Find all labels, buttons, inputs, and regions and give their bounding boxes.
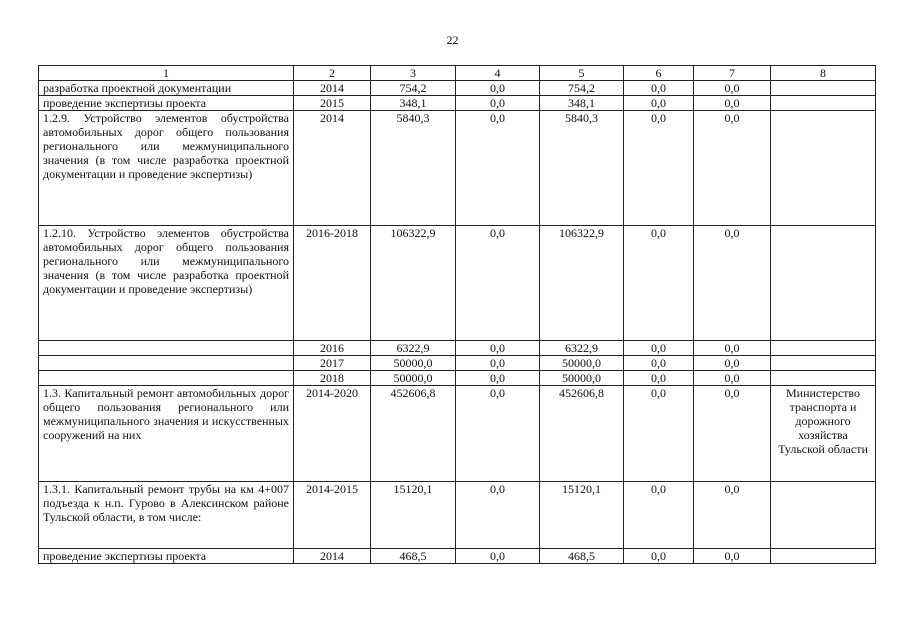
value-cell: 0,0 [456,386,540,482]
row-name-cell: проведение экспертизы проекта [39,96,294,111]
value-cell: 452606,8 [540,386,624,482]
value-cell: 754,2 [540,81,624,96]
value-cell: 0,0 [456,111,540,226]
header-cell: 5 [540,66,624,81]
value-cell: 0,0 [624,482,694,549]
header-cell: 8 [771,66,876,81]
value-cell: 0,0 [624,96,694,111]
table-row [39,111,876,226]
executor-cell [771,549,876,564]
table-row [39,549,876,564]
row-name-cell [39,341,294,356]
executor-cell [771,482,876,549]
value-cell: 5840,3 [540,111,624,226]
header-cell: 4 [456,66,540,81]
executor-cell [771,341,876,356]
value-cell: 15120,1 [371,482,456,549]
executor-cell [771,111,876,226]
value-cell: 0,0 [456,81,540,96]
program-table [38,65,876,564]
executor-cell: Министерство транспорта и дорожного хозяйства Тульской области [771,386,876,482]
header-cell: 3 [371,66,456,81]
value-cell: 0,0 [694,341,771,356]
value-cell: 468,5 [371,549,456,564]
value-cell: 0,0 [624,356,694,371]
row-name-cell: разработка проектной документации [39,81,294,96]
value-cell: 2016-2018 [294,226,371,341]
table-row [39,356,876,371]
value-cell: 754,2 [371,81,456,96]
row-name-cell: проведение экспертизы проекта [39,549,294,564]
executor-cell [771,371,876,386]
value-cell: 348,1 [540,96,624,111]
value-cell: 5840,3 [371,111,456,226]
value-cell: 15120,1 [540,482,624,549]
value-cell: 0,0 [694,371,771,386]
table-row [39,386,876,482]
value-cell: 2014 [294,549,371,564]
header-cell: 1 [39,66,294,81]
value-cell: 0,0 [456,226,540,341]
value-cell: 2014 [294,111,371,226]
value-cell: 0,0 [456,341,540,356]
header-cell: 7 [694,66,771,81]
value-cell: 2014-2015 [294,482,371,549]
executor-cell [771,96,876,111]
value-cell: 50000,0 [540,356,624,371]
value-cell: 2017 [294,356,371,371]
value-cell: 0,0 [624,549,694,564]
value-cell: 0,0 [694,549,771,564]
value-cell: 6322,9 [371,341,456,356]
value-cell: 2014 [294,81,371,96]
value-cell: 0,0 [694,482,771,549]
value-cell: 0,0 [694,96,771,111]
row-name-cell: 1.2.9. Устройство элементов обустройства автомобильных дорог общего пользования регионального или межмуниципального значения (в том числе разработка проектной документации и проведение экспертизы) [39,111,294,226]
value-cell: 6322,9 [540,341,624,356]
table-row [39,341,876,356]
row-name-cell: 1.3. Капитальный ремонт автомобильных дорог общего пользования регионального или межмуниципального значения и искусственных сооружений на них [39,386,294,482]
page-number: 22 [446,33,459,47]
value-cell: 50000,0 [371,356,456,371]
value-cell: 0,0 [624,226,694,341]
value-cell: 0,0 [456,371,540,386]
executor-cell [771,356,876,371]
value-cell: 0,0 [624,81,694,96]
value-cell: 2018 [294,371,371,386]
header-cell: 2 [294,66,371,81]
value-cell: 0,0 [694,386,771,482]
table-row [39,226,876,341]
value-cell: 0,0 [624,386,694,482]
value-cell: 2014-2020 [294,386,371,482]
value-cell: 50000,0 [540,371,624,386]
row-name-cell [39,356,294,371]
table-row [39,482,876,549]
value-cell: 0,0 [694,111,771,226]
value-cell: 0,0 [694,356,771,371]
executor-cell [771,81,876,96]
value-cell: 348,1 [371,96,456,111]
executor-cell [771,226,876,341]
value-cell: 0,0 [624,371,694,386]
value-cell: 0,0 [456,356,540,371]
value-cell: 452606,8 [371,386,456,482]
row-name-cell [39,371,294,386]
value-cell: 0,0 [694,226,771,341]
table-row [39,371,876,386]
row-name-cell: 1.2.10. Устройство элементов обустройства автомобильных дорог общего пользования регионального или межмуниципального значения (в том числе разработка проектной документации и проведение экспертизы) [39,226,294,341]
value-cell: 468,5 [540,549,624,564]
row-name-cell: 1.3.1. Капитальный ремонт трубы на км 4+007 подъезда к н.п. Гурово в Алексинском районе Тульской области, в том числе: [39,482,294,549]
header-cell: 6 [624,66,694,81]
table-row [39,96,876,111]
value-cell: 50000,0 [371,371,456,386]
value-cell: 0,0 [624,341,694,356]
value-cell: 0,0 [456,482,540,549]
value-cell: 106322,9 [371,226,456,341]
value-cell: 106322,9 [540,226,624,341]
value-cell: 2016 [294,341,371,356]
value-cell: 0,0 [456,96,540,111]
value-cell: 0,0 [624,111,694,226]
header-row [39,66,876,81]
table-row [39,81,876,96]
value-cell: 0,0 [456,549,540,564]
value-cell: 0,0 [694,81,771,96]
value-cell: 2015 [294,96,371,111]
